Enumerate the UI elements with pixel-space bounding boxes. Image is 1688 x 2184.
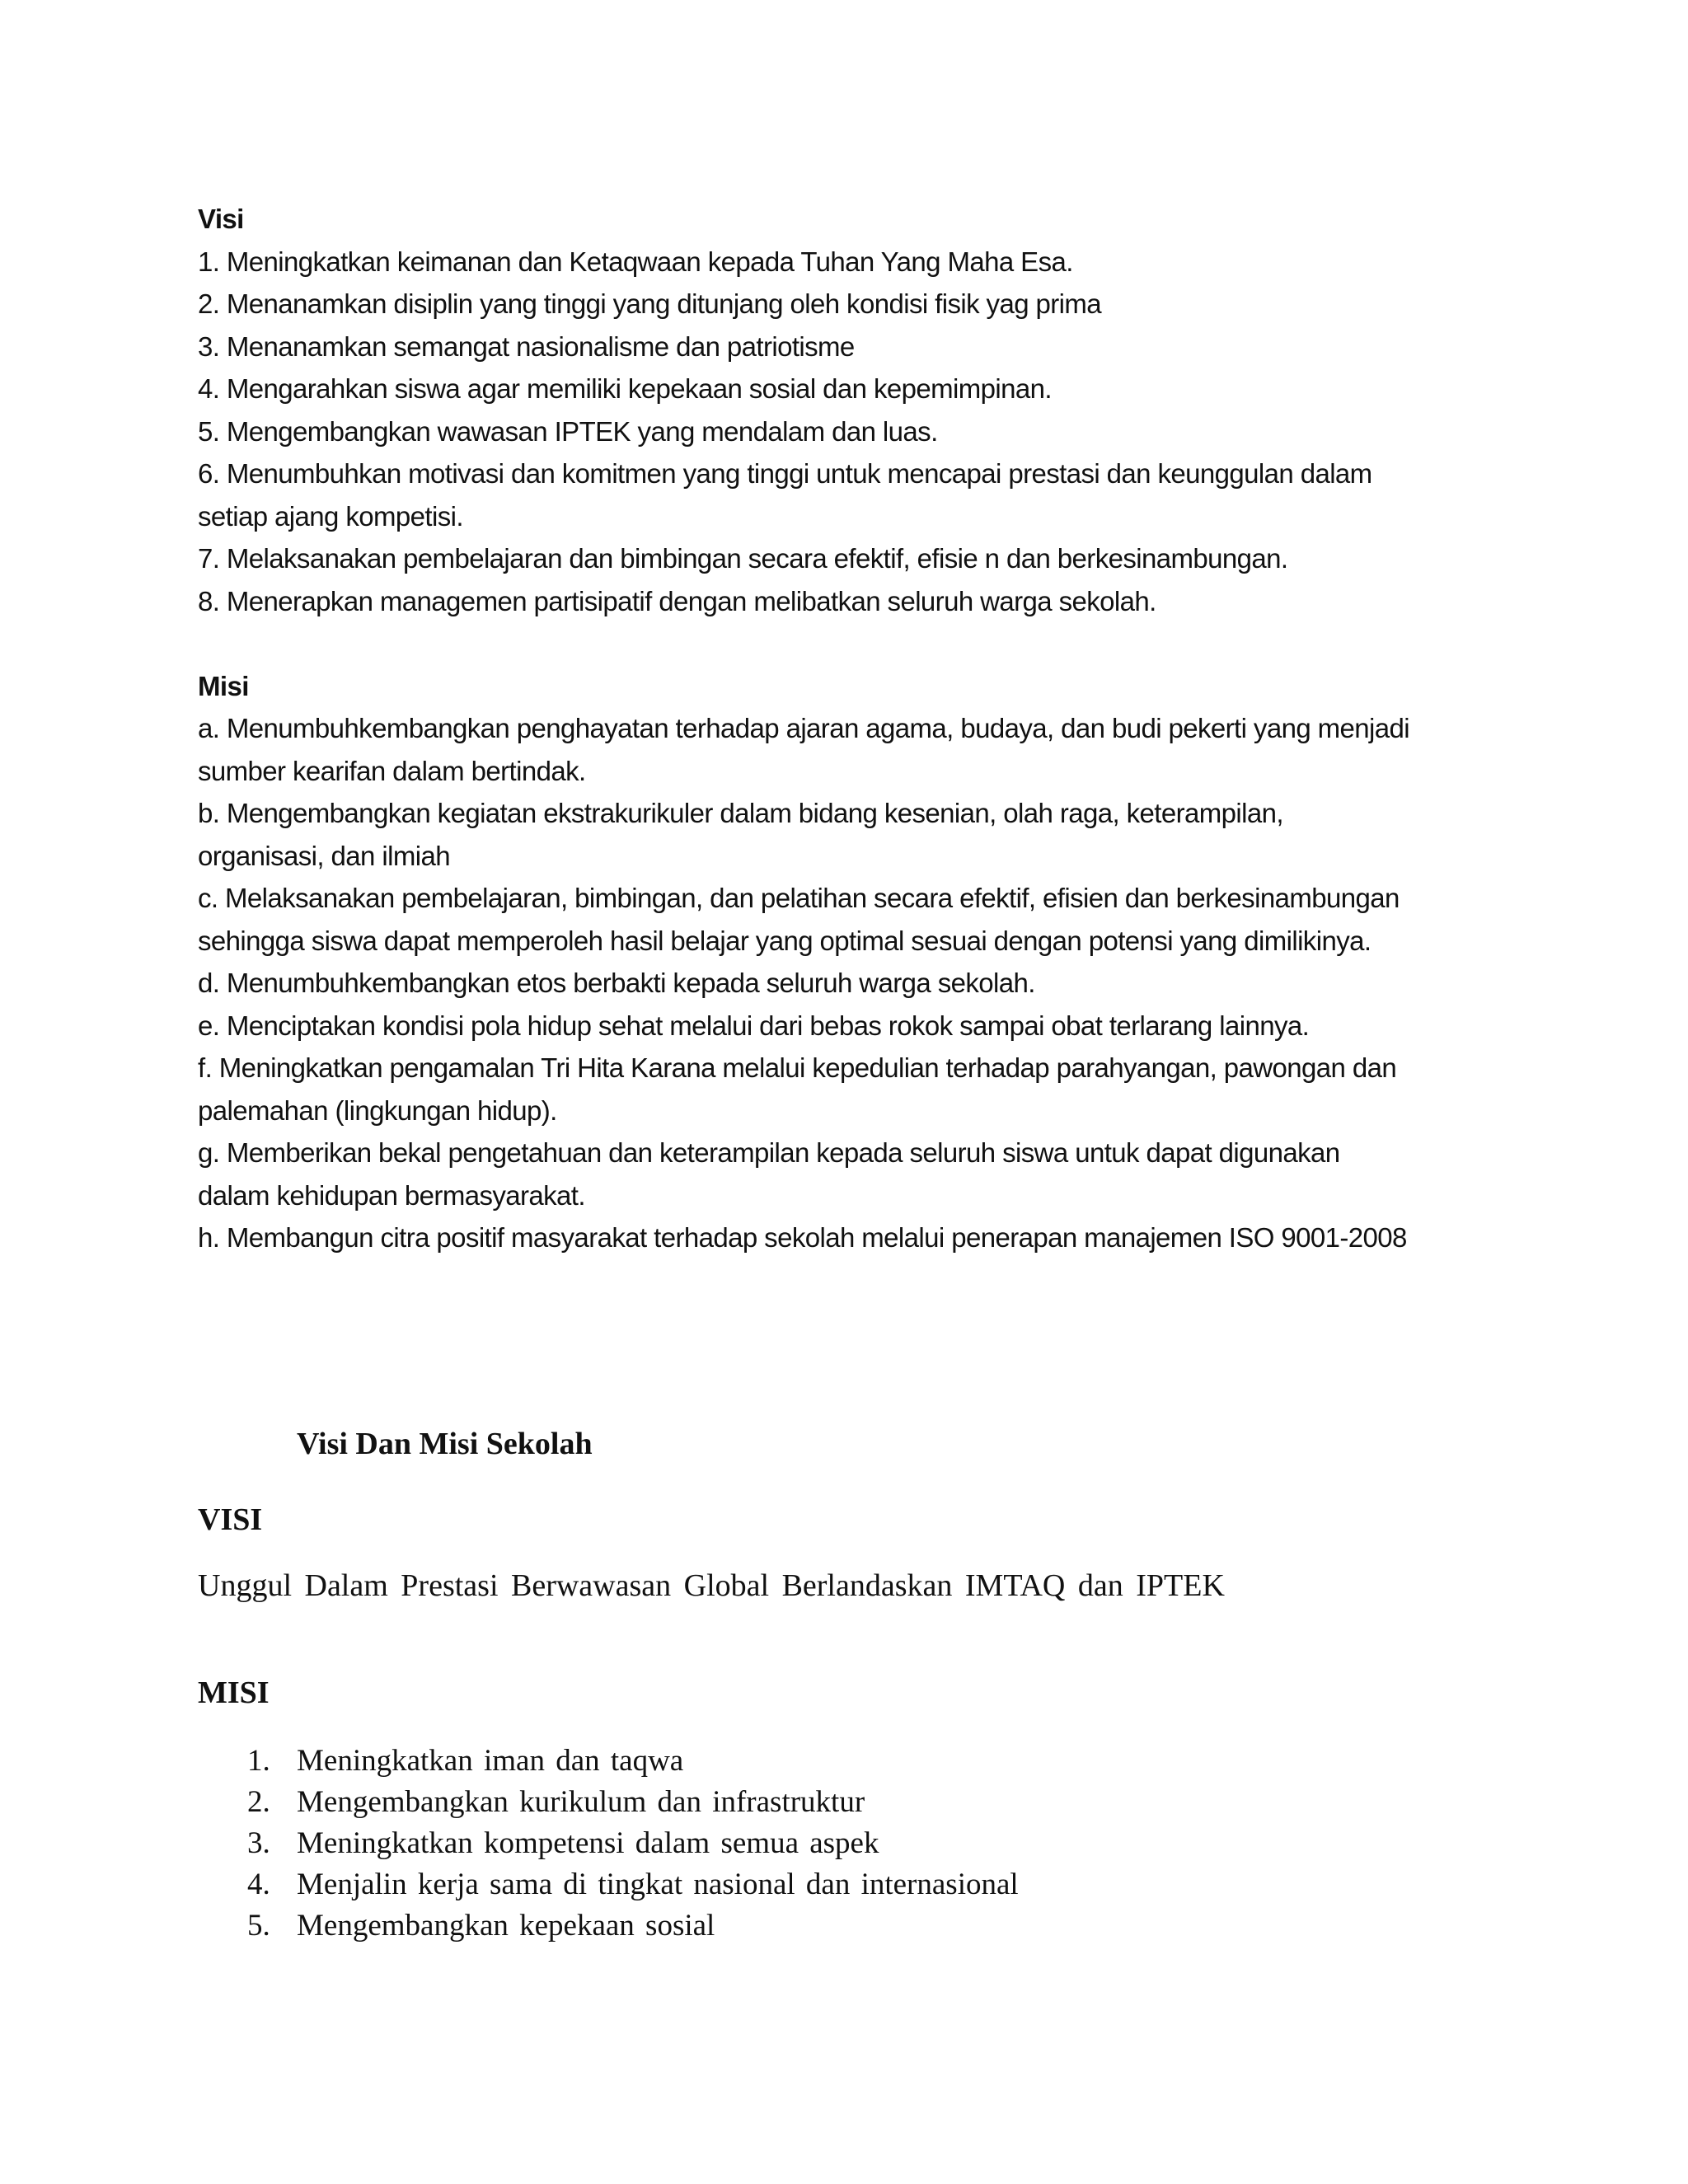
visi-item: 4. Mengarahkan siswa agar memiliki kepekaan sosial dan kepemimpinan. <box>198 373 1052 404</box>
visi-item: 1. Meningkatkan keimanan dan Ketaqwaan kepada Tuhan Yang Maha Esa. <box>198 246 1073 277</box>
list-item <box>198 1905 1019 1947</box>
misi-item: f. Meningkatkan pengamalan Tri Hita Karana melalui kepedulian terhadap parahyangan, pawongan dan <box>198 1052 1397 1083</box>
visi-item: 3. Menanamkan semangat nasionalisme dan patriotisme <box>198 330 855 362</box>
list-item <box>198 1823 1019 1864</box>
list-text: Meningkatkan iman dan taqwa <box>297 1744 684 1778</box>
misi-heading: Misi <box>198 670 249 701</box>
misi-item: h. Membangun citra positif masyarakat terhadap sekolah melalui penerapan manajemen ISO 9001-2008 <box>198 1222 1407 1253</box>
misi-item: c. Melaksanakan pembelajaran, bimbingan, dan pelatihan secara efektif, efisien dan berkesinambungan <box>198 883 1400 913</box>
list-text: Menjalin kerja sama di tingkat nasional dan internasional <box>297 1868 1019 1901</box>
misi-item: e. Menciptakan kondisi pola hidup sehat melalui dari bebas rokok sampai obat terlarang lainnya. <box>198 1010 1310 1041</box>
list-item <box>198 1864 1019 1905</box>
visi-item: 8. Menerapkan managemen partisipatif dengan melibatkan seluruh warga sekolah. <box>198 585 1156 616</box>
misi-list <box>198 1741 1019 1947</box>
visi-heading-serif: VISI <box>198 1502 263 1537</box>
misi-item: dalam kehidupan bermasyarakat. <box>198 1179 585 1211</box>
misi-item: a. Menumbuhkembangkan penghayatan terhadap ajaran agama, budaya, dan budi pekerti yang menjadi <box>198 713 1410 743</box>
list-text: Mengembangkan kurikulum dan infrastruktur <box>297 1785 865 1819</box>
misi-item: sumber kearifan dalam bertindak. <box>198 755 586 786</box>
list-number: 4. <box>247 1868 270 1901</box>
visi-heading: Visi <box>198 204 244 234</box>
list-item <box>198 1741 1019 1782</box>
misi-item: g. Memberikan bekal pengetahuan dan keterampilan kepada seluruh siswa untuk dapat digunakan <box>198 1137 1340 1168</box>
list-text: Meningkatkan kompetensi dalam semua aspek <box>297 1826 879 1860</box>
misi-heading-serif: MISI <box>198 1675 270 1710</box>
list-item <box>198 1782 1019 1823</box>
misi-item: d. Menumbuhkembangkan etos berbakti kepada seluruh warga sekolah. <box>198 968 1035 998</box>
list-number: 5. <box>247 1909 270 1943</box>
misi-item: sehingga siswa dapat memperoleh hasil belajar yang optimal sesuai dengan potensi yang dimilikinya. <box>198 925 1372 956</box>
misi-item: palemahan (lingkungan hidup). <box>198 1094 557 1126</box>
section-spacer <box>198 622 1517 665</box>
misi-item: b. Mengembangkan kegiatan ekstrakurikuler dalam bidang kesenian, olah raga, keterampilan, <box>198 798 1283 828</box>
visi-item: 2. Menanamkan disiplin yang tinggi yang ditunjang oleh kondisi fisik yag prima <box>198 288 1102 319</box>
list-number: 1. <box>247 1744 270 1778</box>
visi-item: 5. Mengembangkan wawasan IPTEK yang mendalam dan luas. <box>198 415 938 447</box>
document-title: Visi Dan Misi Sekolah <box>297 1427 593 1461</box>
misi-item: organisasi, dan ilmiah <box>198 840 450 871</box>
list-text: Mengembangkan kepekaan sosial <box>297 1909 715 1943</box>
visi-item: 7. Melaksanakan pembelajaran dan bimbingan secara efektif, efisie n dan berkesinambungan. <box>198 543 1288 574</box>
visi-item: 6. Menumbuhkan motivasi dan komitmen yang tinggi untuk mencapai prestasi dan keunggulan dalam <box>198 458 1372 489</box>
list-number: 3. <box>247 1826 270 1860</box>
visi-misi-section-1 <box>198 198 1517 1259</box>
visi-statement: Unggul Dalam Prestasi Berwawasan Global Berlandaskan IMTAQ dan IPTEK <box>198 1568 1225 1603</box>
visi-item: setiap ajang kompetisi. <box>198 500 463 532</box>
list-number: 2. <box>247 1785 270 1819</box>
